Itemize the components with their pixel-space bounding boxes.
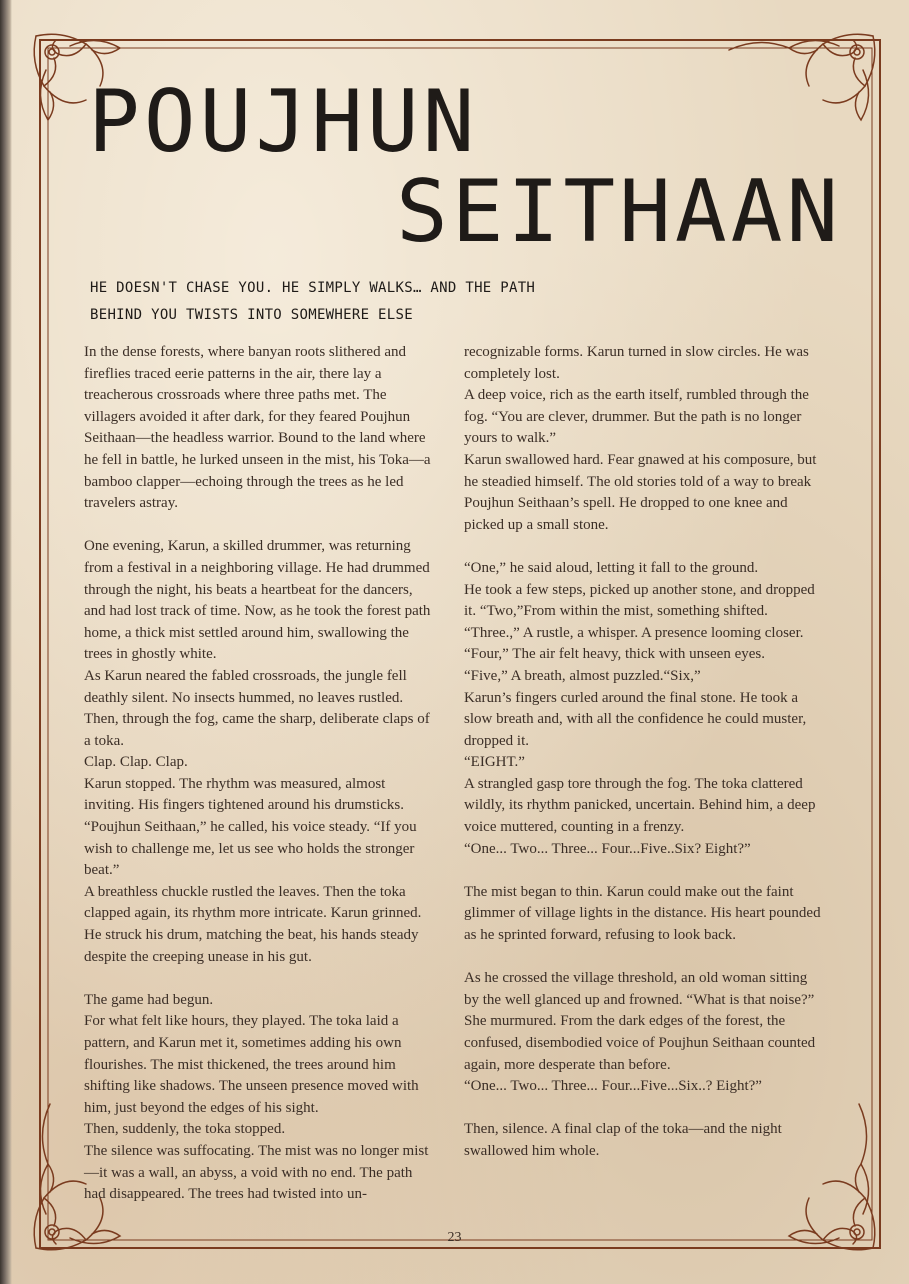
- paragraph: A strangled gasp tore through the fog. The toka clattered wildly, its rhythm panicked, uncertain. Behind him, a deep voice muttered, counting in a frenzy.: [464, 775, 816, 836]
- left-column: [84, 342, 434, 1206]
- right-column: [464, 342, 824, 1163]
- paragraph: “One,” he said aloud, letting it fall to the ground.: [464, 559, 759, 576]
- paragraph: The mist began to thin. Karun could make out the faint glimmer of village lights in the distance. His heart pounded as he sprinted forward, refusing to look back.: [464, 883, 821, 944]
- title-line-2: SEITHAAN: [396, 162, 843, 262]
- corner-ornament-top-right: [729, 34, 875, 120]
- paragraph: The game had begun.: [84, 991, 214, 1008]
- paragraph: Then, silence. A final clap of the toka—and the night swallowed him whole.: [464, 1121, 782, 1159]
- paragraph: A deep voice, rich as the earth itself, rumbled through the fog. “You are clever, drummer. But the path is no longer yours to walk.”: [464, 387, 809, 447]
- subtitle: [90, 275, 610, 329]
- paragraph: Then, suddenly, the toka stopped.: [84, 1121, 286, 1138]
- paragraph: “EIGHT.”: [464, 754, 525, 771]
- paragraph: As Karun neared the fabled crossroads, the jungle fell deathly silent. No insects hummed, no leaves rustled. Then, through the fog, came the sharp, deliberate claps of a toka.: [84, 667, 430, 749]
- paragraph: Karun swallowed hard. Fear gnawed at his composure, but he steadied himself. The old stories told of a way to break Poujhun Seithaan’s spell. He dropped to one knee and picked up a small stone.: [464, 451, 817, 533]
- paragraph: A breathless chuckle rustled the leaves. Then the toka clapped again, its rhythm more intricate. Karun grinned. He struck his drum, matching the beat, his hands steady despite the creeping unease in his gut.: [84, 883, 422, 965]
- paragraph: “Four,” The air felt heavy, thick with unseen eyes.: [464, 646, 765, 663]
- paragraph: As he crossed the village threshold, an old woman sitting by the well glanced up and frowned. “What is that noise?” She murmured. From the dark edges of the forest, the confused, disembodied voice of Poujhun Seithaan counted again, more desperate than before.: [464, 970, 816, 1073]
- title-line-1: POUJHUN: [88, 72, 479, 172]
- paragraph: “Five,” A breath, almost puzzled.“Six,”: [464, 667, 701, 684]
- paragraph: “One... Two... Three... Four...Five..Six? Eight?”: [464, 840, 751, 857]
- paragraph: recognizable forms. Karun turned in slow circles. He was completely lost.: [464, 344, 809, 382]
- subtitle-line-1: HE DOESN'T CHASE YOU. HE SIMPLY WALKS… AND THE PATH: [90, 280, 536, 296]
- paragraph: In the dense forests, where banyan roots slithered and fireflies traced eerie patterns in the air, there lay a treacherous crossroads where three paths met. The villagers avoided it after dark, for they feared Poujhun Seithaan—the headless warrior. Bound to the land where he fell in battle, he lurked unseen in the mist, his Toka—a bamboo clapper—echoing through the trees as he led travelers astray.: [84, 344, 431, 512]
- subtitle-line-2: BEHIND YOU TWISTS INTO SOMEWHERE ELSE: [90, 307, 413, 323]
- paragraph: He took a few steps, picked up another stone, and dropped it. “Two,”From within the mist, something shifted.: [464, 581, 815, 620]
- paragraph: Karun’s fingers curled around the final stone. He took a slow breath and, with all the confidence he could muster, dropped it.: [464, 689, 807, 749]
- paragraph: For what felt like hours, they played. The toka laid a pattern, and Karun met it, sometimes adding his own flourishes. The mist thickened, the trees around him shifting like shadows. The unseen presence moved with him, just beyond the edges of his sight.: [84, 1013, 419, 1116]
- paragraph: The silence was suffocating. The mist was no longer mist—it was a wall, an abyss, a void with no end. The path had disappeared. The trees had twisted into un-: [84, 1142, 429, 1203]
- paragraph: “One... Two... Three... Four...Five...Six..? Eight?”: [464, 1078, 762, 1095]
- paragraph: Karun stopped. The rhythm was measured, almost inviting. His fingers tightened around his drumsticks.: [84, 775, 404, 814]
- paragraph: “Poujhun Seithaan,” he called, his voice steady. “If you wish to challenge me, let us see who holds the stronger beat.”: [84, 819, 417, 879]
- paragraph: “Three.,” A rustle, a whisper. A presence looming closer.: [464, 624, 804, 641]
- paragraph: One evening, Karun, a skilled drummer, was returning from a festival in a neighboring village. He had drummed through the night, his beats a heartbeat for the dancers, and had lost track of time. Now, as he took the forest path home, a thick mist settled around him, swallowing the trees in ghostly white.: [84, 538, 431, 663]
- paragraph: Clap. Clap. Clap.: [84, 754, 188, 771]
- page-number: 23: [447, 1230, 462, 1245]
